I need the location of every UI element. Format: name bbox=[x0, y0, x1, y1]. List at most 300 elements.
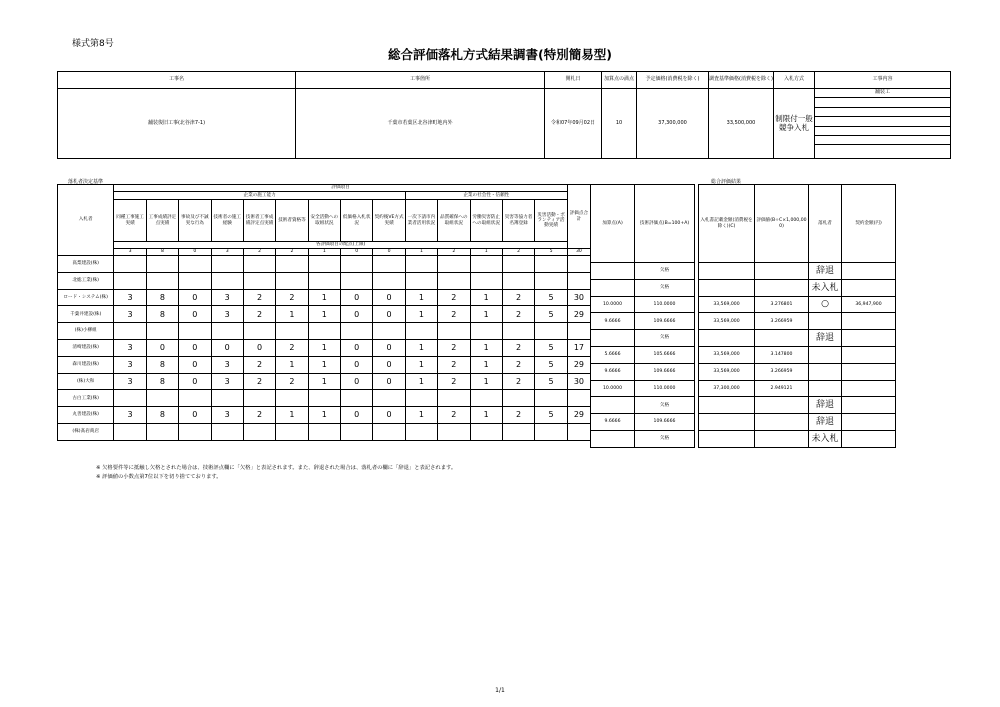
add-points-value: 9.6666 bbox=[591, 313, 635, 330]
section-label-results: 総合評価結果 bbox=[711, 179, 742, 185]
contract-amount: 36,947,900 bbox=[842, 296, 896, 313]
eval-value bbox=[755, 330, 809, 347]
score-cell: 2 bbox=[438, 373, 470, 390]
score-cell bbox=[276, 256, 308, 273]
score-cell: 3 bbox=[211, 306, 243, 323]
project-location: 千葉市若葉区北谷津町地内外 bbox=[296, 89, 545, 159]
score-cell bbox=[308, 423, 340, 440]
score-cell bbox=[243, 390, 275, 407]
score-cell bbox=[146, 423, 178, 440]
score-cell: 1 bbox=[470, 289, 502, 306]
calc-table bbox=[590, 184, 695, 448]
calc-row bbox=[591, 296, 695, 313]
score-cell bbox=[438, 256, 470, 273]
score-cell: 5 bbox=[535, 339, 568, 356]
tech-score-value: 105.6666 bbox=[635, 346, 695, 363]
score-cell: 0 bbox=[341, 306, 373, 323]
score-cell: 3 bbox=[114, 306, 146, 323]
score-cell: 1 bbox=[470, 407, 502, 424]
result-row bbox=[699, 263, 896, 280]
header-label-planned-price: 予定価格(消費税を除く) bbox=[637, 72, 709, 89]
calc-row bbox=[591, 313, 695, 330]
winner-mark bbox=[809, 363, 842, 380]
score-cell bbox=[308, 272, 340, 289]
score-cell bbox=[308, 323, 340, 340]
total-score bbox=[567, 323, 590, 340]
add-points-value bbox=[591, 330, 635, 347]
result-row bbox=[699, 279, 896, 296]
score-cell: 8 bbox=[146, 306, 178, 323]
score-cell bbox=[211, 256, 243, 273]
score-cell bbox=[341, 256, 373, 273]
header-label-date: 開札日 bbox=[545, 72, 602, 89]
score-cell: 0 bbox=[341, 289, 373, 306]
calc-row bbox=[591, 263, 695, 280]
score-cell bbox=[179, 323, 211, 340]
score-cell: 3 bbox=[211, 289, 243, 306]
score-cell bbox=[502, 390, 534, 407]
score-cell: 1 bbox=[308, 306, 340, 323]
add-points-header: 加算点(A) bbox=[591, 185, 635, 263]
score-cell: 5 bbox=[535, 356, 568, 373]
add-points-value: 9.6666 bbox=[591, 363, 635, 380]
header-table bbox=[57, 71, 951, 159]
winner-header: 落札者 bbox=[809, 185, 842, 263]
work-content-item: 舗装工 bbox=[815, 89, 950, 98]
score-cell: 5 bbox=[535, 373, 568, 390]
score-cell: 1 bbox=[276, 306, 308, 323]
score-cell bbox=[146, 256, 178, 273]
work-content-item bbox=[815, 117, 950, 126]
score-cell bbox=[405, 390, 437, 407]
score-cell: 2 bbox=[438, 306, 470, 323]
total-score: 29 bbox=[567, 407, 590, 424]
score-cell bbox=[470, 256, 502, 273]
result-row bbox=[699, 430, 896, 447]
score-cell bbox=[341, 323, 373, 340]
bidder-row bbox=[58, 339, 591, 356]
max-point-value: 1 bbox=[308, 249, 340, 256]
tech-score-value: 109.6666 bbox=[635, 313, 695, 330]
score-cell bbox=[243, 272, 275, 289]
contract-amount bbox=[842, 430, 896, 447]
work-content-item bbox=[815, 145, 950, 158]
bid-amount-value: 33,569,000 bbox=[699, 346, 755, 363]
bidder-name: 髙梨建設(株) bbox=[58, 256, 114, 273]
score-cell: 1 bbox=[308, 289, 340, 306]
score-cell bbox=[373, 272, 405, 289]
score-cell: 1 bbox=[405, 289, 437, 306]
score-cell: 1 bbox=[308, 339, 340, 356]
eval-value: 3.266959 bbox=[755, 313, 809, 330]
total-score: 30 bbox=[567, 289, 590, 306]
score-cell: 1 bbox=[276, 407, 308, 424]
header-label-project: 工事名 bbox=[58, 72, 296, 89]
winner-mark: 辞退 bbox=[809, 414, 842, 431]
bid-amount-value bbox=[699, 430, 755, 447]
result-row bbox=[699, 397, 896, 414]
criteria-column-header: 事故及び不誠実な行為 bbox=[179, 200, 211, 242]
total-score bbox=[567, 272, 590, 289]
score-cell bbox=[211, 323, 243, 340]
page-number: 1/1 bbox=[495, 687, 505, 694]
total-score bbox=[567, 390, 590, 407]
add-points-value bbox=[591, 397, 635, 414]
bidder-name: (株)小柳組 bbox=[58, 323, 114, 340]
score-cell: 5 bbox=[535, 306, 568, 323]
tech-score-value: 欠格 bbox=[635, 263, 695, 280]
winner-mark bbox=[809, 346, 842, 363]
score-cell bbox=[438, 323, 470, 340]
score-cell: 3 bbox=[211, 373, 243, 390]
contract-amount bbox=[842, 330, 896, 347]
score-cell: 3 bbox=[211, 356, 243, 373]
score-cell: 0 bbox=[373, 407, 405, 424]
tech-score-value: 欠格 bbox=[635, 397, 695, 414]
form-number: 様式第8号 bbox=[72, 39, 114, 49]
contract-amount bbox=[842, 397, 896, 414]
score-cell: 2 bbox=[502, 407, 534, 424]
criteria-items-header: 評価項目 bbox=[114, 185, 567, 192]
score-cell: 3 bbox=[114, 407, 146, 424]
score-cell: 5 bbox=[535, 289, 568, 306]
contract-amount bbox=[842, 380, 896, 397]
score-cell bbox=[502, 323, 534, 340]
score-cell: 0 bbox=[179, 306, 211, 323]
score-cell: 2 bbox=[438, 356, 470, 373]
score-cell bbox=[179, 390, 211, 407]
work-content-list bbox=[815, 89, 950, 158]
criteria-column-header: 技術者資格等 bbox=[276, 200, 308, 242]
add-points-value bbox=[591, 263, 635, 280]
score-cell bbox=[502, 423, 534, 440]
contract-amount bbox=[842, 346, 896, 363]
max-point-value: 2 bbox=[276, 249, 308, 256]
max-point-value: 1 bbox=[405, 249, 437, 256]
score-cell bbox=[470, 272, 502, 289]
score-cell: 1 bbox=[470, 373, 502, 390]
score-cell: 0 bbox=[179, 289, 211, 306]
score-cell: 0 bbox=[373, 373, 405, 390]
total-score-header: 評価点合計 bbox=[567, 185, 590, 249]
bid-amount-value bbox=[699, 263, 755, 280]
max-point-value: 2 bbox=[502, 249, 534, 256]
tech-score-value: 欠格 bbox=[635, 279, 695, 296]
max-point-value: 0 bbox=[179, 249, 211, 256]
group-header-social: 企業の社会性・信頼性 bbox=[405, 192, 567, 200]
score-cell bbox=[373, 256, 405, 273]
note-2: ※ 評価値の小数点第7位以下を切り捨てております。 bbox=[96, 474, 222, 480]
bidder-row bbox=[58, 407, 591, 424]
calc-row bbox=[591, 397, 695, 414]
max-points-header: 各評価項目の配点(上限) bbox=[114, 242, 567, 249]
total-score bbox=[567, 256, 590, 273]
header-label-max-points: 加算点の満点 bbox=[602, 72, 637, 89]
result-row bbox=[699, 330, 896, 347]
bidder-row bbox=[58, 356, 591, 373]
add-points-value: 10.0000 bbox=[591, 380, 635, 397]
score-cell bbox=[146, 272, 178, 289]
score-cell bbox=[243, 423, 275, 440]
score-cell: 2 bbox=[502, 356, 534, 373]
score-cell bbox=[308, 390, 340, 407]
score-cell: 8 bbox=[146, 373, 178, 390]
eval-value bbox=[755, 397, 809, 414]
score-cell bbox=[179, 272, 211, 289]
score-cell bbox=[114, 390, 146, 407]
score-cell: 0 bbox=[341, 407, 373, 424]
score-cell: 3 bbox=[114, 356, 146, 373]
score-cell: 1 bbox=[470, 306, 502, 323]
score-cell: 3 bbox=[114, 373, 146, 390]
score-cell: 2 bbox=[243, 356, 275, 373]
bid-amount-value bbox=[699, 279, 755, 296]
score-cell: 5 bbox=[535, 407, 568, 424]
contract-header: 契約金額(円) bbox=[842, 185, 896, 263]
score-cell: 1 bbox=[308, 407, 340, 424]
planned-price: 37,300,000 bbox=[637, 89, 709, 159]
contract-amount bbox=[842, 279, 896, 296]
winner-mark: 辞退 bbox=[809, 397, 842, 414]
bidder-row bbox=[58, 323, 591, 340]
score-cell bbox=[535, 390, 568, 407]
result-row bbox=[699, 346, 896, 363]
criteria-column-header: 一次下請市内業者活用状況 bbox=[405, 200, 437, 242]
result-row bbox=[699, 363, 896, 380]
score-cell: 1 bbox=[470, 356, 502, 373]
max-point-value: 30 bbox=[567, 249, 590, 256]
score-cell bbox=[211, 390, 243, 407]
bid-amount-value: 37,300,000 bbox=[699, 380, 755, 397]
winner-mark: 辞退 bbox=[809, 263, 842, 280]
calc-row bbox=[591, 414, 695, 431]
header-label-work-content: 工事内容 bbox=[815, 72, 951, 89]
max-point-value: 3 bbox=[114, 249, 146, 256]
winner-mark: 未入札 bbox=[809, 430, 842, 447]
header-label-location: 工事箇所 bbox=[296, 72, 545, 89]
score-cell: 1 bbox=[470, 339, 502, 356]
tech-score-value: 欠格 bbox=[635, 330, 695, 347]
result-row bbox=[699, 313, 896, 330]
bidder-name: (株)髙岩商店 bbox=[58, 423, 114, 440]
score-cell bbox=[405, 323, 437, 340]
result-row bbox=[699, 380, 896, 397]
bidder-name: ロード・システム(株) bbox=[58, 289, 114, 306]
bidder-name: 北総工業(株) bbox=[58, 272, 114, 289]
bid-amount-value: 33,569,000 bbox=[699, 313, 755, 330]
result-table bbox=[698, 184, 896, 448]
add-points-value: 5.6666 bbox=[591, 346, 635, 363]
score-cell bbox=[470, 423, 502, 440]
bidder-row bbox=[58, 289, 591, 306]
score-cell bbox=[179, 423, 211, 440]
score-cell: 0 bbox=[341, 373, 373, 390]
calc-row bbox=[591, 279, 695, 296]
eval-value bbox=[755, 279, 809, 296]
total-score: 17 bbox=[567, 339, 590, 356]
bid-amount-header: 入札書記載金額(消費税を除く)(C) bbox=[699, 185, 755, 263]
score-cell bbox=[535, 423, 568, 440]
winner-mark: 未入札 bbox=[809, 279, 842, 296]
tech-score-value: 109.6666 bbox=[635, 363, 695, 380]
score-cell bbox=[535, 272, 568, 289]
score-cell bbox=[535, 323, 568, 340]
calc-row bbox=[591, 363, 695, 380]
score-cell: 0 bbox=[179, 339, 211, 356]
max-point-value: 2 bbox=[243, 249, 275, 256]
score-cell: 0 bbox=[341, 339, 373, 356]
total-score: 29 bbox=[567, 356, 590, 373]
score-cell bbox=[114, 323, 146, 340]
bidder-row bbox=[58, 272, 591, 289]
max-point-value: 5 bbox=[535, 249, 568, 256]
score-cell: 1 bbox=[405, 306, 437, 323]
score-cell: 2 bbox=[502, 289, 534, 306]
document-title: 総合評価落札方式結果調書(特別簡易型) bbox=[388, 47, 612, 62]
bidder-name: 古白工業(株) bbox=[58, 390, 114, 407]
work-content-item bbox=[815, 107, 950, 116]
criteria-column-header: 災害活動・ボランティア活動実績 bbox=[535, 200, 568, 242]
score-cell bbox=[276, 272, 308, 289]
score-cell: 2 bbox=[243, 407, 275, 424]
contract-amount bbox=[842, 363, 896, 380]
score-cell: 0 bbox=[373, 356, 405, 373]
score-cell bbox=[341, 423, 373, 440]
criteria-column-header: 安全活動への取組状況 bbox=[308, 200, 340, 242]
bid-amount-value bbox=[699, 414, 755, 431]
score-cell bbox=[502, 272, 534, 289]
bidder-header: 入札者 bbox=[58, 185, 114, 256]
score-cell bbox=[243, 256, 275, 273]
note-1: ※ 欠格要件等に抵触し欠格とされた場合は、技術評点欄に「欠格」と表記されます。また、辞退された場合は、落札者の欄に「辞退」と表記されます。 bbox=[96, 465, 457, 471]
bid-amount-value: 33,569,000 bbox=[699, 296, 755, 313]
score-cell bbox=[405, 256, 437, 273]
score-cell: 1 bbox=[405, 339, 437, 356]
score-cell: 1 bbox=[276, 356, 308, 373]
total-score bbox=[567, 423, 590, 440]
score-cell: 0 bbox=[341, 356, 373, 373]
max-point-value: 1 bbox=[470, 249, 502, 256]
score-cell: 0 bbox=[146, 339, 178, 356]
survey-price: 33,500,000 bbox=[709, 89, 774, 159]
work-content-item bbox=[815, 136, 950, 145]
contract-amount bbox=[842, 313, 896, 330]
total-score: 29 bbox=[567, 306, 590, 323]
bidder-row bbox=[58, 390, 591, 407]
tech-score-value: 109.6666 bbox=[635, 414, 695, 431]
score-cell: 2 bbox=[276, 373, 308, 390]
group-header-capability: 企業の施工能力 bbox=[114, 192, 405, 200]
criteria-column-header: 技術者の施工経験 bbox=[211, 200, 243, 242]
eval-value bbox=[755, 430, 809, 447]
bidder-name: 清崎建設(株) bbox=[58, 339, 114, 356]
score-cell bbox=[373, 423, 405, 440]
score-cell bbox=[114, 423, 146, 440]
score-cell bbox=[405, 272, 437, 289]
score-cell: 1 bbox=[405, 407, 437, 424]
criteria-column-header: 災害等協力者名簿登録 bbox=[502, 200, 534, 242]
score-cell bbox=[211, 272, 243, 289]
winner-mark bbox=[809, 380, 842, 397]
bid-amount-value bbox=[699, 330, 755, 347]
eval-value: 3.147800 bbox=[755, 346, 809, 363]
score-cell bbox=[211, 423, 243, 440]
score-cell: 2 bbox=[243, 289, 275, 306]
score-cell bbox=[502, 256, 534, 273]
winner-mark bbox=[809, 313, 842, 330]
score-cell bbox=[114, 256, 146, 273]
winner-mark: ○ bbox=[809, 296, 842, 313]
bidder-name: 千葉井建設(株) bbox=[58, 306, 114, 323]
tech-score-value: 110.0000 bbox=[635, 380, 695, 397]
work-content-item bbox=[815, 126, 950, 135]
score-cell bbox=[535, 256, 568, 273]
score-cell: 1 bbox=[405, 356, 437, 373]
eval-value: 3.276801 bbox=[755, 296, 809, 313]
bidder-name: 森川建設(株) bbox=[58, 356, 114, 373]
score-cell: 1 bbox=[308, 356, 340, 373]
max-point-value: 0 bbox=[341, 249, 373, 256]
eval-value bbox=[755, 414, 809, 431]
score-cell: 1 bbox=[405, 373, 437, 390]
score-cell bbox=[276, 323, 308, 340]
calc-row bbox=[591, 330, 695, 347]
score-cell bbox=[470, 390, 502, 407]
score-cell bbox=[114, 272, 146, 289]
criteria-column-header: 工事成績評定点実績 bbox=[146, 200, 178, 242]
contract-amount bbox=[842, 414, 896, 431]
score-cell: 2 bbox=[502, 306, 534, 323]
max-point-value: 8 bbox=[146, 249, 178, 256]
bid-amount-value: 33,569,000 bbox=[699, 363, 755, 380]
criteria-column-header: 契約後VE方式実績 bbox=[373, 200, 405, 242]
score-cell: 8 bbox=[146, 289, 178, 306]
score-cell bbox=[308, 256, 340, 273]
bidder-row bbox=[58, 423, 591, 440]
header-label-bid-method: 入札方式 bbox=[774, 72, 815, 89]
eval-value bbox=[755, 263, 809, 280]
result-row bbox=[699, 296, 896, 313]
eval-value: 2.949121 bbox=[755, 380, 809, 397]
bidder-row bbox=[58, 256, 591, 273]
score-cell bbox=[405, 423, 437, 440]
score-cell: 0 bbox=[179, 356, 211, 373]
max-point-value: 3 bbox=[211, 249, 243, 256]
section-label-criteria: 落札者決定基準 bbox=[68, 179, 104, 185]
tech-score-value: 110.0000 bbox=[635, 296, 695, 313]
score-cell: 2 bbox=[243, 306, 275, 323]
add-points-value bbox=[591, 279, 635, 296]
score-cell bbox=[341, 272, 373, 289]
score-cell: 2 bbox=[438, 407, 470, 424]
bidder-name: 丸善建設(株) bbox=[58, 407, 114, 424]
bidder-row bbox=[58, 306, 591, 323]
score-cell: 0 bbox=[373, 289, 405, 306]
max-points: 10 bbox=[602, 89, 637, 159]
score-cell bbox=[146, 390, 178, 407]
score-cell bbox=[276, 423, 308, 440]
score-cell: 0 bbox=[373, 339, 405, 356]
max-point-value: 0 bbox=[373, 249, 405, 256]
add-points-value: 10.0000 bbox=[591, 296, 635, 313]
project-name: 舗装復旧工事(北谷津7-1) bbox=[58, 89, 296, 159]
score-cell bbox=[438, 423, 470, 440]
score-cell: 2 bbox=[276, 289, 308, 306]
calc-row bbox=[591, 380, 695, 397]
score-cell: 0 bbox=[373, 306, 405, 323]
score-cell: 3 bbox=[114, 339, 146, 356]
header-label-survey-price: 調査基準価格(消費税を除く) bbox=[709, 72, 774, 89]
